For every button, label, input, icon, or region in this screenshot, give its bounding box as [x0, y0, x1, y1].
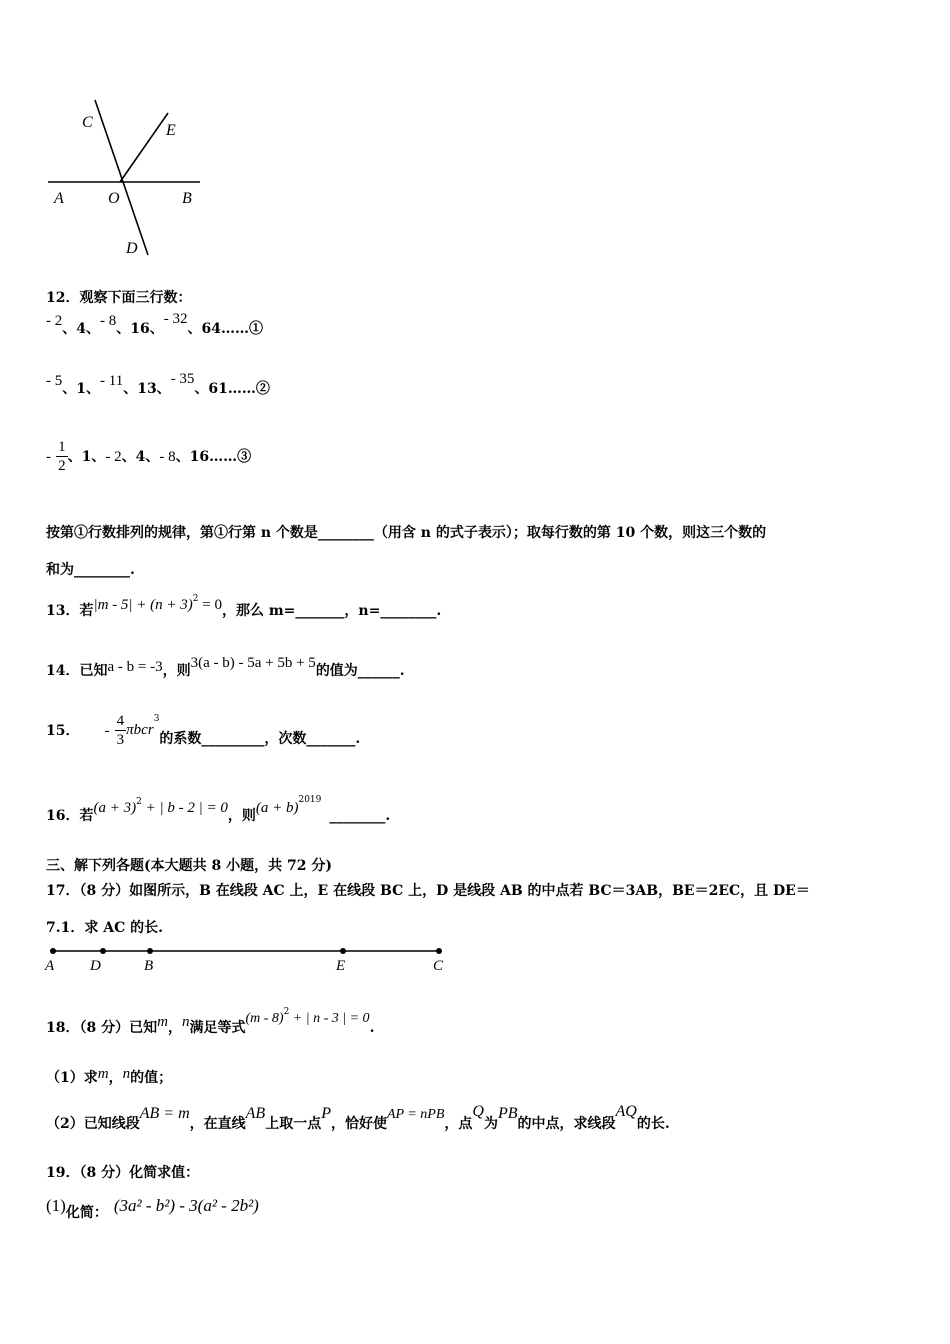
point-d: [100, 948, 106, 954]
q14-mid: ，则: [162, 663, 191, 679]
point-e: [340, 948, 346, 954]
segment-figure: [40, 942, 460, 976]
point-c: [436, 948, 442, 954]
q18-p1-comma: ，: [108, 1070, 123, 1086]
q14-suffix: 的值为______.: [315, 663, 405, 679]
q12-row2: [46, 371, 270, 398]
fig-label-a: A: [54, 190, 64, 207]
row1-sep2: 、16、: [116, 321, 164, 337]
fig-label-o: O: [108, 190, 120, 207]
q15-fraction: [115, 712, 127, 749]
q14-prefix: 14．已知: [46, 663, 108, 679]
q15-frac-num: 4: [116, 713, 125, 729]
q13: [46, 593, 442, 620]
q12-ask-line2: 和为________.: [46, 562, 135, 578]
q13-prefix: 13．若: [46, 603, 94, 619]
q18-p2-f: 为: [483, 1116, 498, 1132]
q18-dot: .: [369, 1020, 375, 1036]
q18: [46, 1006, 375, 1037]
q15: [46, 712, 360, 749]
row3-minus: -: [46, 449, 51, 465]
q15-frac-den: 3: [116, 732, 125, 748]
row1-term5: - 32: [163, 311, 188, 327]
point-a: [50, 948, 56, 954]
q15-math: πbcr: [126, 722, 154, 738]
q16-exp2: 2019: [298, 794, 322, 805]
angle-figure: [40, 95, 220, 265]
q13-math: |m - 5| + (n + 3): [93, 597, 193, 613]
q18-p2-a: （2）已知线段: [46, 1116, 140, 1132]
q18-n: n: [181, 1014, 190, 1030]
fig-label-e: E: [166, 122, 176, 139]
row3-tail: 、16……③: [175, 449, 252, 465]
q19-title: 19．（8 分）化简求值：: [46, 1165, 200, 1181]
q18-part1: [46, 1067, 172, 1087]
q18-p2-b: ，在直线: [189, 1116, 246, 1132]
fig-label-b: B: [182, 190, 192, 207]
seg-label-e: E: [336, 958, 346, 974]
q18-mid: 满足等式: [189, 1020, 246, 1036]
q14: [46, 655, 405, 680]
q18-p2-aq: AQ: [615, 1103, 637, 1120]
seg-label-d: D: [90, 958, 101, 974]
q18-comma: ，: [167, 1020, 182, 1036]
q16: [46, 794, 391, 825]
q18-m: m: [157, 1014, 168, 1030]
q18-p1-n: n: [122, 1066, 131, 1082]
row3-term5: - 8: [159, 449, 176, 465]
q17-line2: 7.1．求 AC 的长.: [46, 920, 163, 936]
q18-prefix: 18．（8 分）已知: [46, 1020, 158, 1036]
point-b: [147, 948, 153, 954]
q13-suffix: ，那么 m=_______，n=________.: [222, 603, 442, 619]
q12-row3: [46, 438, 251, 475]
q18-p1-prefix: （1）求: [46, 1070, 98, 1086]
row1-term3: - 8: [100, 313, 117, 329]
q16-math1b: + | b - 2 | = 0: [141, 800, 228, 816]
fig-label-c: C: [82, 114, 93, 131]
q12-row1: [46, 311, 263, 338]
q18-p2-p: P: [321, 1105, 331, 1122]
q17-line1: 17．（8 分）如图所示，B 在线段 AC 上，E 在线段 BC 上，D 是线段 AB 的中点若 BC＝3AB，BE＝2EC，且 DE＝: [46, 883, 810, 899]
q15-prefix: 15．: [46, 723, 80, 739]
q18-p2-e: ，点: [444, 1116, 473, 1132]
row1-tail: 、64……①: [187, 321, 263, 337]
q19-p1-num: (1): [46, 1196, 66, 1215]
row2-tail: 、61……②: [194, 381, 270, 397]
row3-sep2: 、4、: [121, 449, 160, 465]
q19-part1: [46, 1196, 259, 1221]
row2-sep2: 、13、: [123, 381, 171, 397]
q14-math1: a - b = -3: [107, 659, 163, 675]
q15-exp: 3: [153, 714, 160, 724]
q18-exp: 2: [283, 1006, 290, 1017]
q16-math1: (a + 3): [93, 800, 137, 816]
q13-exp: 2: [192, 593, 199, 604]
q14-math2: 3(a - b) - 5a + 5b + 5: [190, 655, 316, 671]
q12-ask-line1: 按第①行数排列的规律，第①行第 n 个数是________（用含 n 的式子表示）；取每行数的第 10 个数，则这三个数的: [46, 525, 767, 541]
row1-sep1: 、4、: [62, 321, 100, 337]
q18-p2-ab: AB = m: [139, 1105, 190, 1122]
row3-frac-num: 1: [58, 439, 66, 455]
row3-fraction: [56, 438, 68, 475]
section-3-title: 三、解下列各题(本大题共 8 小题，共 72 分): [46, 858, 332, 874]
q12-title: 12．观察下面三行数：: [46, 290, 192, 306]
q18-p2-ap: AP = nPB: [386, 1107, 445, 1122]
q13-math2: = 0: [198, 597, 222, 613]
row2-term1: - 5: [46, 373, 63, 389]
q18-part2: [46, 1103, 670, 1133]
q15-minus: -: [104, 723, 110, 739]
q18-p2-g: 的中点，求线段: [517, 1116, 616, 1132]
q18-eq: (m - 8): [245, 1011, 284, 1026]
q18-p2-d: ，恰好使: [330, 1116, 387, 1132]
row3-term3: - 2: [105, 449, 122, 465]
q18-p2-q: Q: [472, 1103, 484, 1120]
row3-frac-den: 2: [58, 458, 66, 474]
q18-p2-ab2: AB: [245, 1105, 266, 1122]
q18-p2-h: 的长.: [636, 1116, 670, 1132]
q16-prefix: 16．若: [46, 808, 94, 824]
q18-eq2: + | n - 3 | = 0: [289, 1011, 370, 1026]
q16-suffix: ________.: [329, 808, 391, 824]
seg-label-b: B: [144, 958, 154, 974]
seg-label-a: A: [45, 958, 55, 974]
q15-suffix: 的系数_________，次数_______.: [159, 731, 361, 747]
q19-expr: (3a² - b²) - 3(a² - 2b²): [113, 1196, 259, 1215]
q18-p2-c: 上取一点: [265, 1116, 322, 1132]
q16-math2: (a + b): [255, 800, 299, 816]
row2-sep1: 、1、: [62, 381, 100, 397]
q18-p2-pb: PB: [497, 1105, 518, 1122]
row2-term5: - 35: [170, 371, 195, 387]
row1-term1: - 2: [46, 313, 63, 329]
q18-p1-suffix: 的值；: [130, 1070, 173, 1086]
q16-exp1: 2: [136, 796, 142, 807]
q16-mid: ，则: [227, 808, 256, 824]
row2-term3: - 11: [100, 373, 124, 389]
q18-p1-m: m: [97, 1066, 109, 1082]
fig-label-d: D: [126, 240, 138, 257]
seg-label-c: C: [433, 958, 444, 974]
q19-p1-label: 化简：: [65, 1205, 108, 1221]
row3-sep1: 、1、: [67, 449, 106, 465]
